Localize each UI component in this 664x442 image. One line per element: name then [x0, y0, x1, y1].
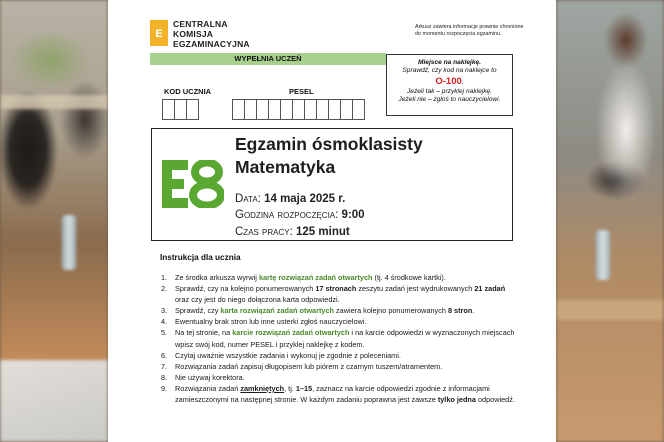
sticker-check-text: Sprawdź, czy kod na naklejce to	[402, 67, 497, 74]
instruction-item: 1. Ze środka arkusza wyrwij kartę rozwiązań zadań otwartych (tj. 4 środkowe kartki).	[161, 273, 446, 282]
sticker-yes-text: Jeżeli tak – przyklej naklejkę.	[406, 88, 493, 95]
instruction-item: 9. Rozwiązania zadań zamkniętych, tj. 1–15, zaznacz na karcie odpowiedzi zgodnie z informacjami zamieszczonymi na następnej stronie. W każdym zadaniu poprawna jest zawsze tylko jedna odpowiedź.	[161, 383, 515, 405]
exam-start-time: Godzina rozpoczęcia: 9:00	[235, 209, 365, 221]
student-code-boxes[interactable]	[162, 99, 198, 119]
institution-name: CENTRALNA KOMISJA EGZAMINACYJNA	[173, 19, 250, 49]
exam-title: Egzamin ósmoklasisty	[235, 134, 423, 154]
exam-subject: Matematyka	[235, 157, 336, 177]
instruction-item: 4. Ewentualny brak stron lub inne usterki zgłoś nauczycielowi.	[161, 317, 367, 327]
sticker-code: O-100	[435, 76, 462, 87]
exam-sheet	[108, 0, 556, 442]
instruction-item: 7. Rozwiązania zadań zapisuj długopisem lub piórem z czarnym tuszem/atramentem.	[161, 361, 443, 371]
instruction-item: 3. Sprawdź, czy karta rozwiązań zadań otwartych zawiera kolejno ponumerowanych 8 stron.	[161, 306, 475, 316]
instructions-heading: Instrukcja dla ucznia	[160, 253, 241, 262]
svg-text:E: E	[155, 28, 163, 40]
instruction-item: 2. Sprawdź, czy na kolejno ponumerowanych 17 stronach zeszytu zadań jest wydrukowanych 21 zadań oraz czy jest do niego dołączona karta odpowiedzi.	[161, 284, 506, 305]
instruction-item: 6. Czytaj uważnie wszystkie zadania i wykonuj je zgodnie z poleceniami.	[161, 350, 401, 360]
sticker-box[interactable]: Miejsce na naklejkę. Sprawdź, czy kod na naklejce to O-100. Jeżeli tak – przyklej naklejkę. Jeżeli nie – zgłoś to nauczycielowi.	[386, 54, 513, 116]
exam-duration: Czas pracy: 125 minut	[235, 226, 350, 238]
pesel-label: PESEL	[289, 87, 314, 96]
cke-logo-icon	[150, 20, 168, 46]
student-code-label: KOD UCZNIA	[164, 87, 212, 96]
exam-title-box	[151, 128, 513, 241]
fill-in-bar: WYPEŁNIA UCZEŃ	[150, 53, 386, 65]
exam-date: Data: 14 maja 2025 r.	[235, 193, 346, 205]
legal-notice: Arkusz zawiera informacje prawnie chronione do momentu rozpoczęcia egzaminu.	[415, 24, 524, 37]
e8-logo-icon	[162, 160, 224, 208]
background-photo-left	[0, 0, 108, 442]
pesel-boxes[interactable]	[232, 99, 364, 119]
instruction-item: 8. Nie używaj korektora.	[161, 372, 245, 382]
background-photo-right	[556, 0, 664, 442]
sticker-no-text: Jeżeli nie – zgłoś to nauczycielowi.	[398, 96, 501, 103]
instruction-item: 5. Na tej stronie, na karcie rozwiązań zadań otwartych i na karcie odpowiedzi w wyznaczonych miejscach wpisz swój kod, numer PESEL i przyklej naklejkę z kodem.	[161, 328, 515, 349]
instructions-list	[157, 272, 517, 405]
sticker-title: Miejsce na naklejkę.	[417, 59, 482, 66]
